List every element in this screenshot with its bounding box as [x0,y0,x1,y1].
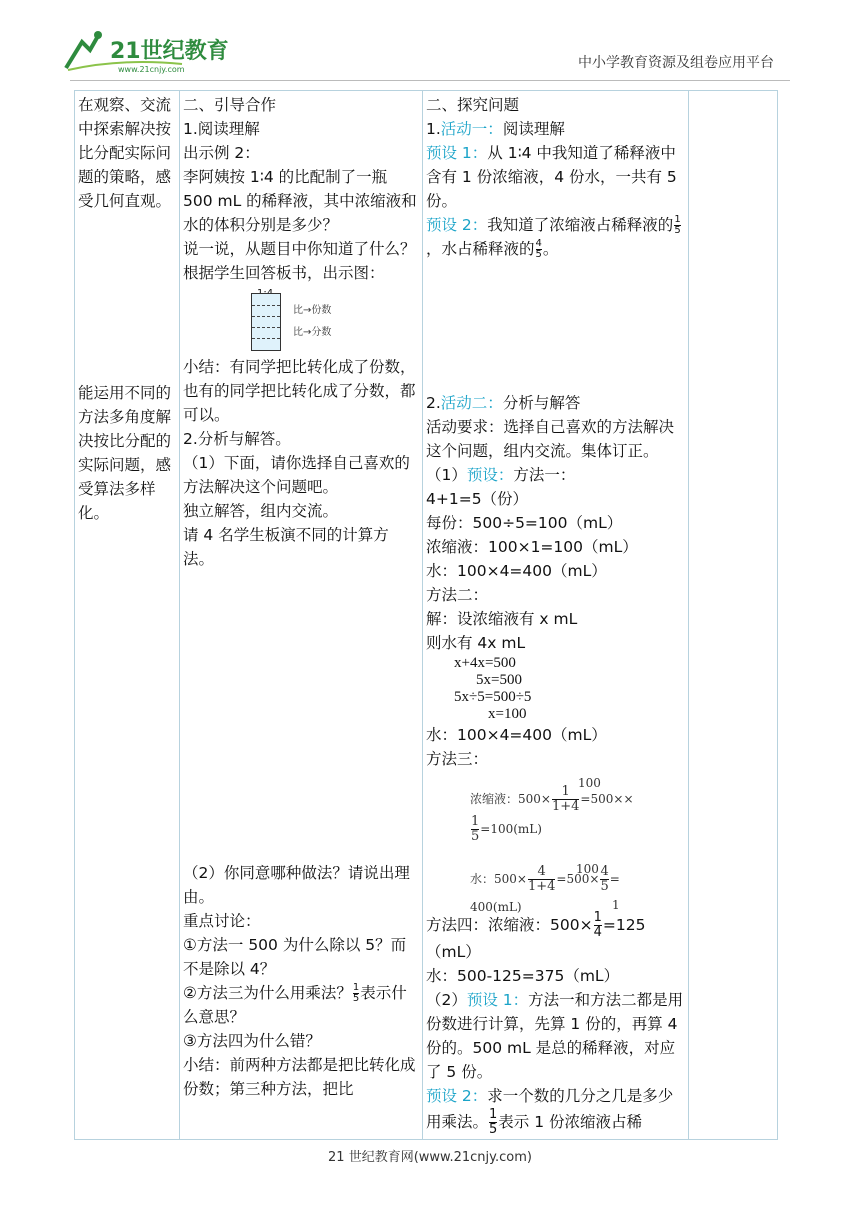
svg-text:www.21cnjy.com: www.21cnjy.com [118,65,185,74]
task-3: 请 4 名学生板演不同的计算方法。 [183,526,389,568]
svg-text:21世纪教育: 21世纪教育 [110,39,229,64]
prompt-text: 说一说，从题目中你知道了什么？ [183,240,416,258]
site-logo [62,28,232,76]
activity-2: 2.活动二：分析与解答 [426,394,581,412]
page-footer: 21 世纪教育网(www.21cnjy.com) [328,1150,532,1165]
reason-2: 预设 2：求一个数的几分之几是多少用乘法。 $\frac{1}{5}$ 表示 1 份浓缩液占稀 [426,1087,674,1137]
platform-name: 中小学教育资源及组卷应用平台 [578,55,774,71]
reason-1: （2）预设 1：方法一和方法二都是用份数进行计算，先算 1 份的，再算 4 份的。500 mL 是总的稀释液，对应了 5 份。 [426,991,684,1081]
equation-4: x=100 [488,706,527,722]
teacher-column [180,91,423,1140]
method-2-line-2: 则水有 4x mL [426,634,526,652]
equation-2: 5x=500 [476,672,522,688]
goal-2: 能运用不同的方法多角度解决按比分配的实际问题，感受算法多样化。 [78,384,172,522]
diagram-label-2: 比→分数 [293,327,332,338]
preset-1: 预设 1：从 1∶4 中我知道了稀释液中含有 1 份浓缩液，4 份水，一共有 5 份。 [426,144,677,210]
notes-column [689,91,778,1140]
step-1: 1.阅读理解 [183,120,260,138]
page-header [0,0,860,90]
example-label: 出示例 2： [183,144,260,162]
summary-1: 小结：有同学把比转化成了份数，也有的同学把比转化成了分数，都可以。 [183,358,416,424]
ratio-diagram [183,285,419,353]
method-1-line-3: 浓缩液：100×1=100（mL） [426,538,638,556]
discussion-label: 重点讨论： [183,912,261,930]
question-2: （2）你同意哪种做法？请说出理由。 [183,864,410,906]
method-1-title: （1）预设：方法一： [426,466,576,484]
equation-block [426,655,685,723]
header-divider [70,80,790,81]
summary-2: 小结：前两种方法都是把比转化成份数；第三种方法，把比 [183,1056,416,1098]
method-3-calculation: 100 浓缩液：500× $\frac{1}{1+4}$ =500×× $\frac{1}{5}$ =100(mL) 100 水：500× $\frac{4}{1+4}$ =500× $\frac{4}{5}$ = 1 400(mL) [470,776,634,914]
method-1-line-2: 每份：500÷5=100（mL） [426,514,623,532]
diagram-label-1: 比→份数 [293,305,332,316]
goal-1: 在观察、交流中探索解决按比分配实际问题的策略，感受几何直观。 [78,96,172,210]
discussion-3: ③方法四为什么错？ [183,1032,321,1050]
method-4-line-2: 水：500-125=375（mL） [426,967,620,985]
task-1: （1）下面，请你选择自己喜欢的方法解决这个问题吧。 [183,454,410,496]
task-2: 独立解答，组内交流。 [183,502,339,520]
method-3-title: 方法三： [426,750,489,768]
example-text: 李阿姨按 1∶4 的比配制了一瓶 500 mL 的稀释液，其中浓缩液和水的体积分别是多少？ [183,168,417,234]
activity-requirement: 活动要求：选择自己喜欢的方法解决这个问题，组内交流。集体订正。 [426,418,675,460]
method-4-line-1: 方法四：浓缩液：500× $\frac{1}{4}$ =125（mL） [426,910,646,961]
section-title: 二、引导合作 [183,96,277,114]
student-title: 二、探究问题 [426,96,520,114]
step-2: 2.分析与解答。 [183,430,291,448]
discussion-1: ①方法一 500 为什么除以 5？而不是除以 4？ [183,936,407,978]
preset-2: 预设 2：我知道了浓缩液占稀释液的 $\frac{1}{5}$ ，水占稀释液的 $\frac{4}{5}$ 。 [426,214,681,260]
equation-1: x+4x=500 [454,655,516,671]
method-2-line-1: 解：设浓缩液有 x mL [426,610,578,628]
student-column [423,91,689,1140]
method-1-line-4: 水：100×4=400（mL） [426,562,607,580]
board-text: 根据学生回答板书，出示图： [183,264,385,282]
activity-1: 1.活动一：阅读理解 [426,120,565,138]
method-2-title: 方法二： [426,586,489,604]
method-2-line-3: 水：100×4=400（mL） [426,726,607,744]
goals-column [75,91,180,1140]
equation-3: 5x÷5=500÷5 [454,689,532,705]
discussion-2: ②方法三为什么用乘法？ $\frac{1}{5}$ 表示什么意思？ [183,982,407,1026]
diagram-column [251,293,281,351]
lesson-table [74,90,778,1140]
method-1-line-1: 4+1=5（份） [426,490,529,508]
